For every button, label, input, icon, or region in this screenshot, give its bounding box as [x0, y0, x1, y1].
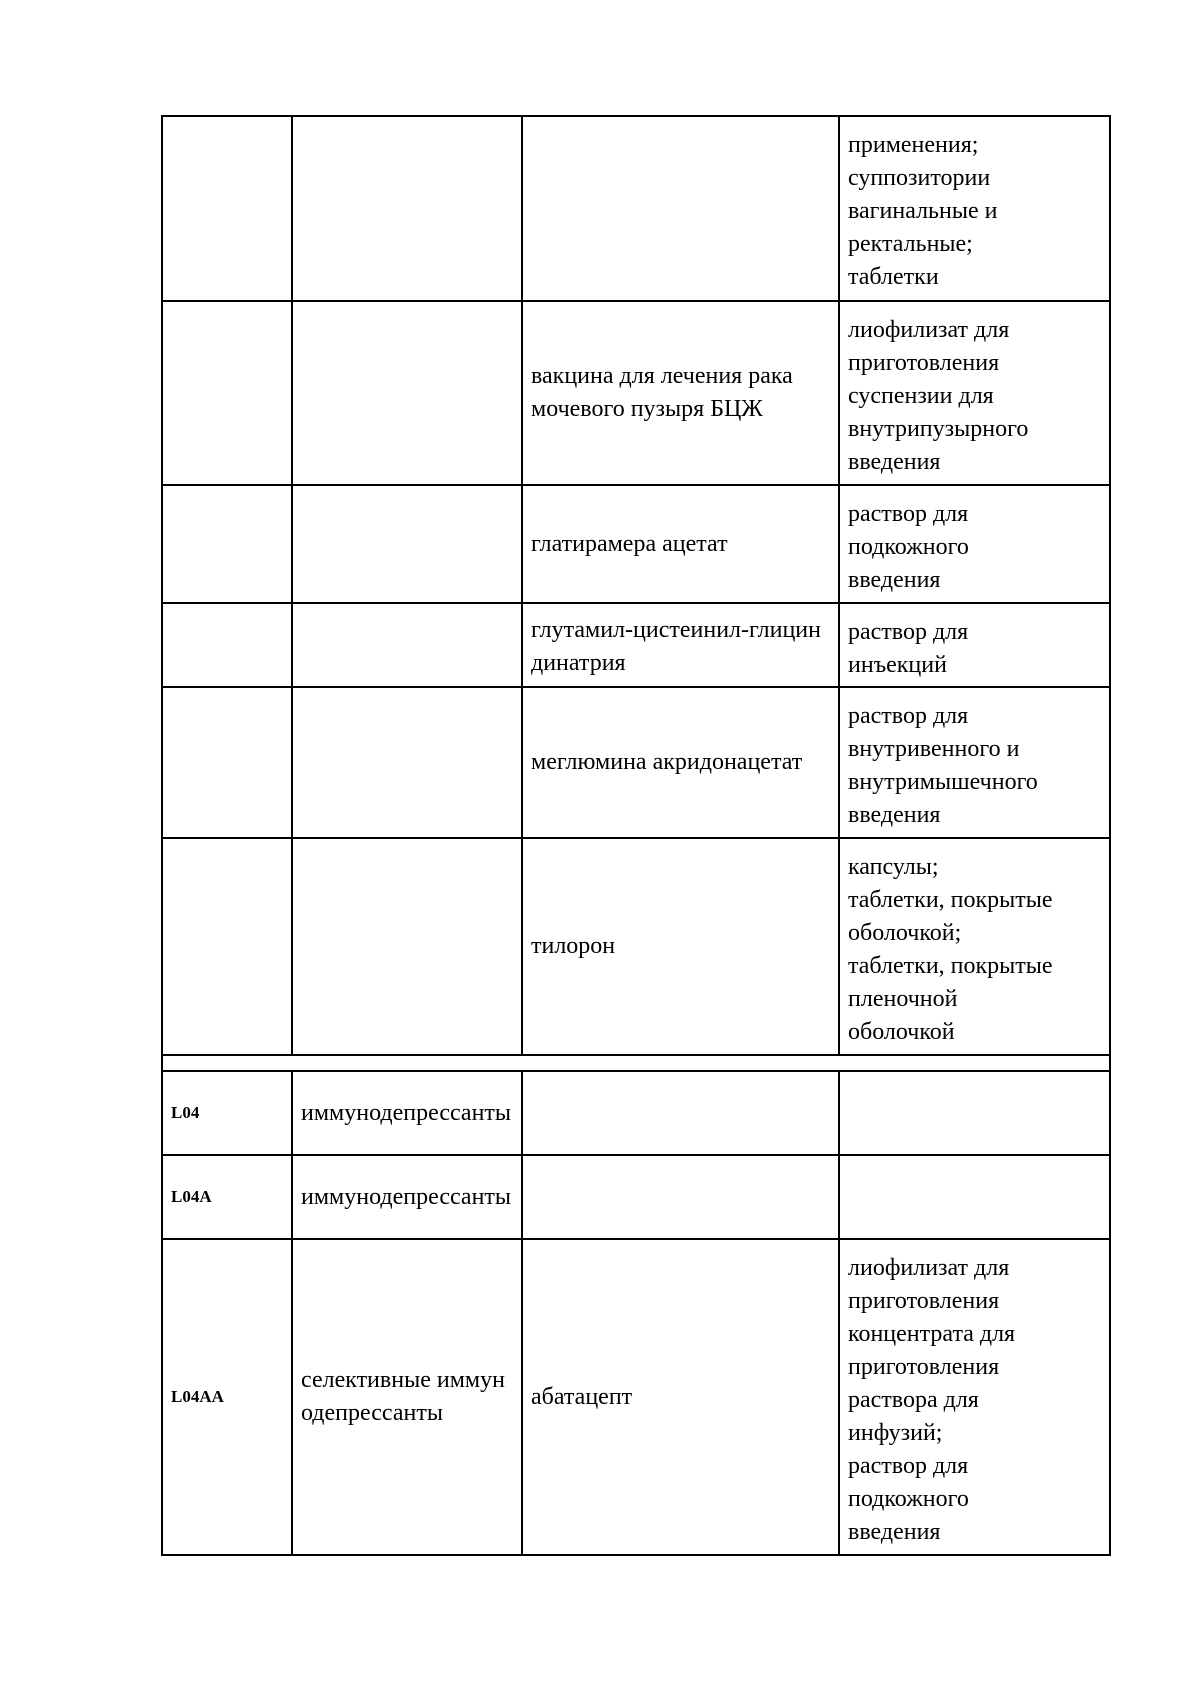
dosage-form-line: раствор для — [848, 501, 969, 527]
dosage-form-line: применения; — [848, 132, 979, 158]
group-cell: иммунодепрессанты — [292, 1155, 522, 1239]
drug-name-cell — [522, 1071, 839, 1155]
atc-code-cell — [162, 485, 292, 603]
dosage-form-line: концентрата для — [848, 1321, 1016, 1347]
dosage-form-line: ректальные; — [848, 231, 973, 257]
dosage-form-line: внутримышечного — [848, 769, 1038, 795]
group-cell — [292, 838, 522, 1055]
dosage-form-line: суспензии для — [848, 383, 994, 409]
drug-name-cell — [522, 1155, 839, 1239]
dosage-form-line: подкожного — [848, 534, 969, 560]
dosage-form-line: приготовления — [848, 350, 1000, 376]
dosage-form-line: внутрипузырного — [848, 416, 1029, 442]
table-row — [162, 603, 1110, 687]
atc-code-cell: L04 — [162, 1071, 292, 1155]
dosage-form-line: раствор для — [848, 619, 969, 645]
dosage-form-line: приготовления — [848, 1288, 1000, 1314]
dosage-form-cell — [839, 485, 1110, 603]
dosage-form-line: таблетки — [848, 264, 939, 290]
dosage-form-line: вагинальные и — [848, 198, 998, 224]
dosage-form-line: инфузий; — [848, 1420, 943, 1446]
drug-name-cell: тилорон — [522, 838, 839, 1055]
dosage-form-line: введения — [848, 449, 941, 475]
group-cell — [292, 116, 522, 301]
dosage-form-cell — [839, 603, 1110, 687]
drug-name-cell: вакцина для лечения рака мочевого пузыря БЦЖ — [522, 301, 839, 485]
drug-name-cell: глатирамера ацетат — [522, 485, 839, 603]
dosage-form-cell — [839, 1071, 1110, 1155]
table-row — [162, 485, 1110, 603]
dosage-form-line: таблетки, покрытые — [848, 953, 1053, 979]
table-row — [162, 1071, 1110, 1155]
atc-code-cell — [162, 838, 292, 1055]
dosage-form-line: суппозитории — [848, 165, 991, 191]
atc-code-cell: L04A — [162, 1155, 292, 1239]
group-cell — [292, 603, 522, 687]
dosage-form-line: раствор для — [848, 1453, 969, 1479]
table-row — [162, 687, 1110, 838]
dosage-form-line: таблетки, покрытые — [848, 887, 1053, 913]
atc-code-cell — [162, 301, 292, 485]
dosage-form-cell — [839, 1239, 1110, 1555]
group-cell — [292, 485, 522, 603]
table-row — [162, 838, 1110, 1055]
dosage-form-line: введения — [848, 802, 941, 828]
dosage-form-line: оболочкой; — [848, 920, 962, 946]
atc-code-cell — [162, 687, 292, 838]
table-row — [162, 1155, 1110, 1239]
drug-name-cell: абатацепт — [522, 1239, 839, 1555]
spacer-cell — [162, 1055, 1110, 1071]
dosage-form-cell — [839, 838, 1110, 1055]
table-row — [162, 116, 1110, 301]
dosage-form-line: введения — [848, 567, 941, 593]
atc-code-cell — [162, 116, 292, 301]
dosage-form-line: подкожного — [848, 1486, 969, 1512]
dosage-form-line: раствора для — [848, 1387, 979, 1413]
dosage-form-line: раствор для — [848, 703, 969, 729]
table-spacer-row — [162, 1055, 1110, 1071]
dosage-form-line: оболочкой — [848, 1019, 955, 1045]
atc-code-cell: L04AA — [162, 1239, 292, 1555]
dosage-form-cell — [839, 1155, 1110, 1239]
dosage-form-line: приготовления — [848, 1354, 1000, 1380]
dosage-form-cell — [839, 116, 1110, 301]
drug-table — [161, 115, 1111, 1556]
group-cell — [292, 301, 522, 485]
atc-code-cell — [162, 603, 292, 687]
dosage-form-line: лиофилизат для — [848, 317, 1010, 343]
dosage-form-line: внутривенного и — [848, 736, 1020, 762]
drug-name-cell — [522, 116, 839, 301]
group-cell: селективные иммунодепрессанты — [292, 1239, 522, 1555]
dosage-form-line: лиофилизат для — [848, 1255, 1010, 1281]
dosage-form-cell — [839, 301, 1110, 485]
dosage-form-line: инъекций — [848, 652, 947, 678]
table-row — [162, 1239, 1110, 1555]
dosage-form-cell — [839, 687, 1110, 838]
table-row — [162, 301, 1110, 485]
drug-name-cell: меглюмина акридонацетат — [522, 687, 839, 838]
dosage-form-line: капсулы; — [848, 854, 939, 880]
group-cell — [292, 687, 522, 838]
drug-name-cell: глутамил-цистеинил-глицин динатрия — [522, 603, 839, 687]
group-cell: иммунодепрессанты — [292, 1071, 522, 1155]
dosage-form-line: пленочной — [848, 986, 958, 1012]
dosage-form-line: введения — [848, 1519, 941, 1545]
